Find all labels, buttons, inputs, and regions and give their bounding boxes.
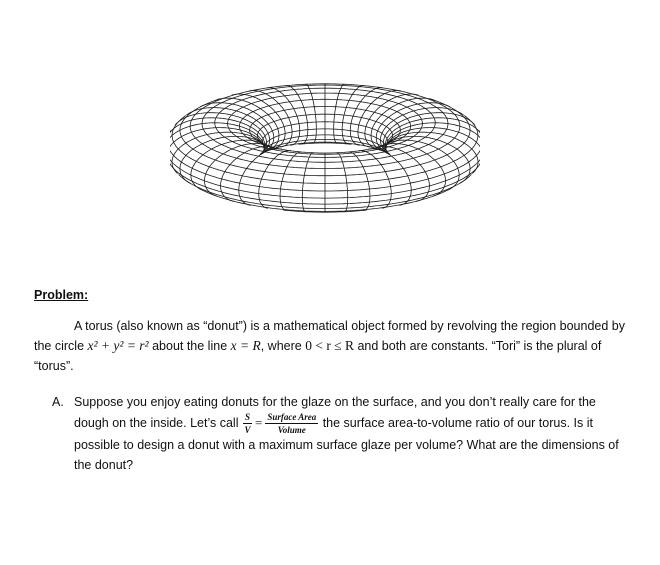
part-a-body bbox=[74, 392, 622, 475]
torus-wireframe bbox=[170, 40, 480, 280]
torus-meridian bbox=[385, 140, 459, 190]
part-a-text-2: the surface area-to-volume ratio of our torus. Is it possible to design a donut with a maximum surface glaze per volume? What are the dimensions of the donut? bbox=[74, 415, 619, 472]
equals-sign: = bbox=[254, 414, 263, 430]
torus-meridian bbox=[191, 140, 265, 190]
definition-denominator: Volume bbox=[277, 425, 306, 435]
part-a-letter: A. bbox=[52, 395, 64, 409]
line-equation: x = R bbox=[230, 338, 261, 353]
torus-meridian bbox=[376, 146, 430, 201]
torus-meridian bbox=[358, 91, 401, 148]
part-a-text-1: Suppose you enjoy eating donuts for the glaze on the surface, and you don’t really care for the dough on the inside. Let’s call bbox=[74, 395, 596, 430]
intro-text-4: and both are constants. “Tori” is the plural of “torus”. bbox=[34, 339, 602, 373]
problem-heading: Problem: bbox=[34, 288, 89, 302]
radius-inequality: 0 < r ≤ R bbox=[305, 338, 354, 353]
ratio-numerator: S bbox=[244, 412, 250, 422]
part-a bbox=[52, 392, 622, 475]
circle-equation: x² + y² = r² bbox=[87, 338, 149, 353]
ratio-denominator: V bbox=[244, 425, 251, 435]
torus-parallel bbox=[299, 143, 352, 144]
torus-meridian bbox=[221, 146, 275, 201]
definition-fraction bbox=[265, 412, 318, 435]
ratio-fraction bbox=[243, 412, 252, 435]
problem-intro bbox=[34, 316, 634, 376]
intro-text-1: A torus (also known as “donut”) is a mathematical object formed by revolving the region bounded by the circle bbox=[34, 319, 625, 353]
intro-text-2: about the line bbox=[148, 339, 231, 353]
torus-parallel bbox=[261, 142, 389, 153]
definition-numerator: Surface Area bbox=[267, 412, 317, 422]
torus-meridian bbox=[249, 91, 292, 148]
intro-text-3: , where bbox=[260, 339, 306, 353]
torus-figure bbox=[170, 40, 480, 280]
